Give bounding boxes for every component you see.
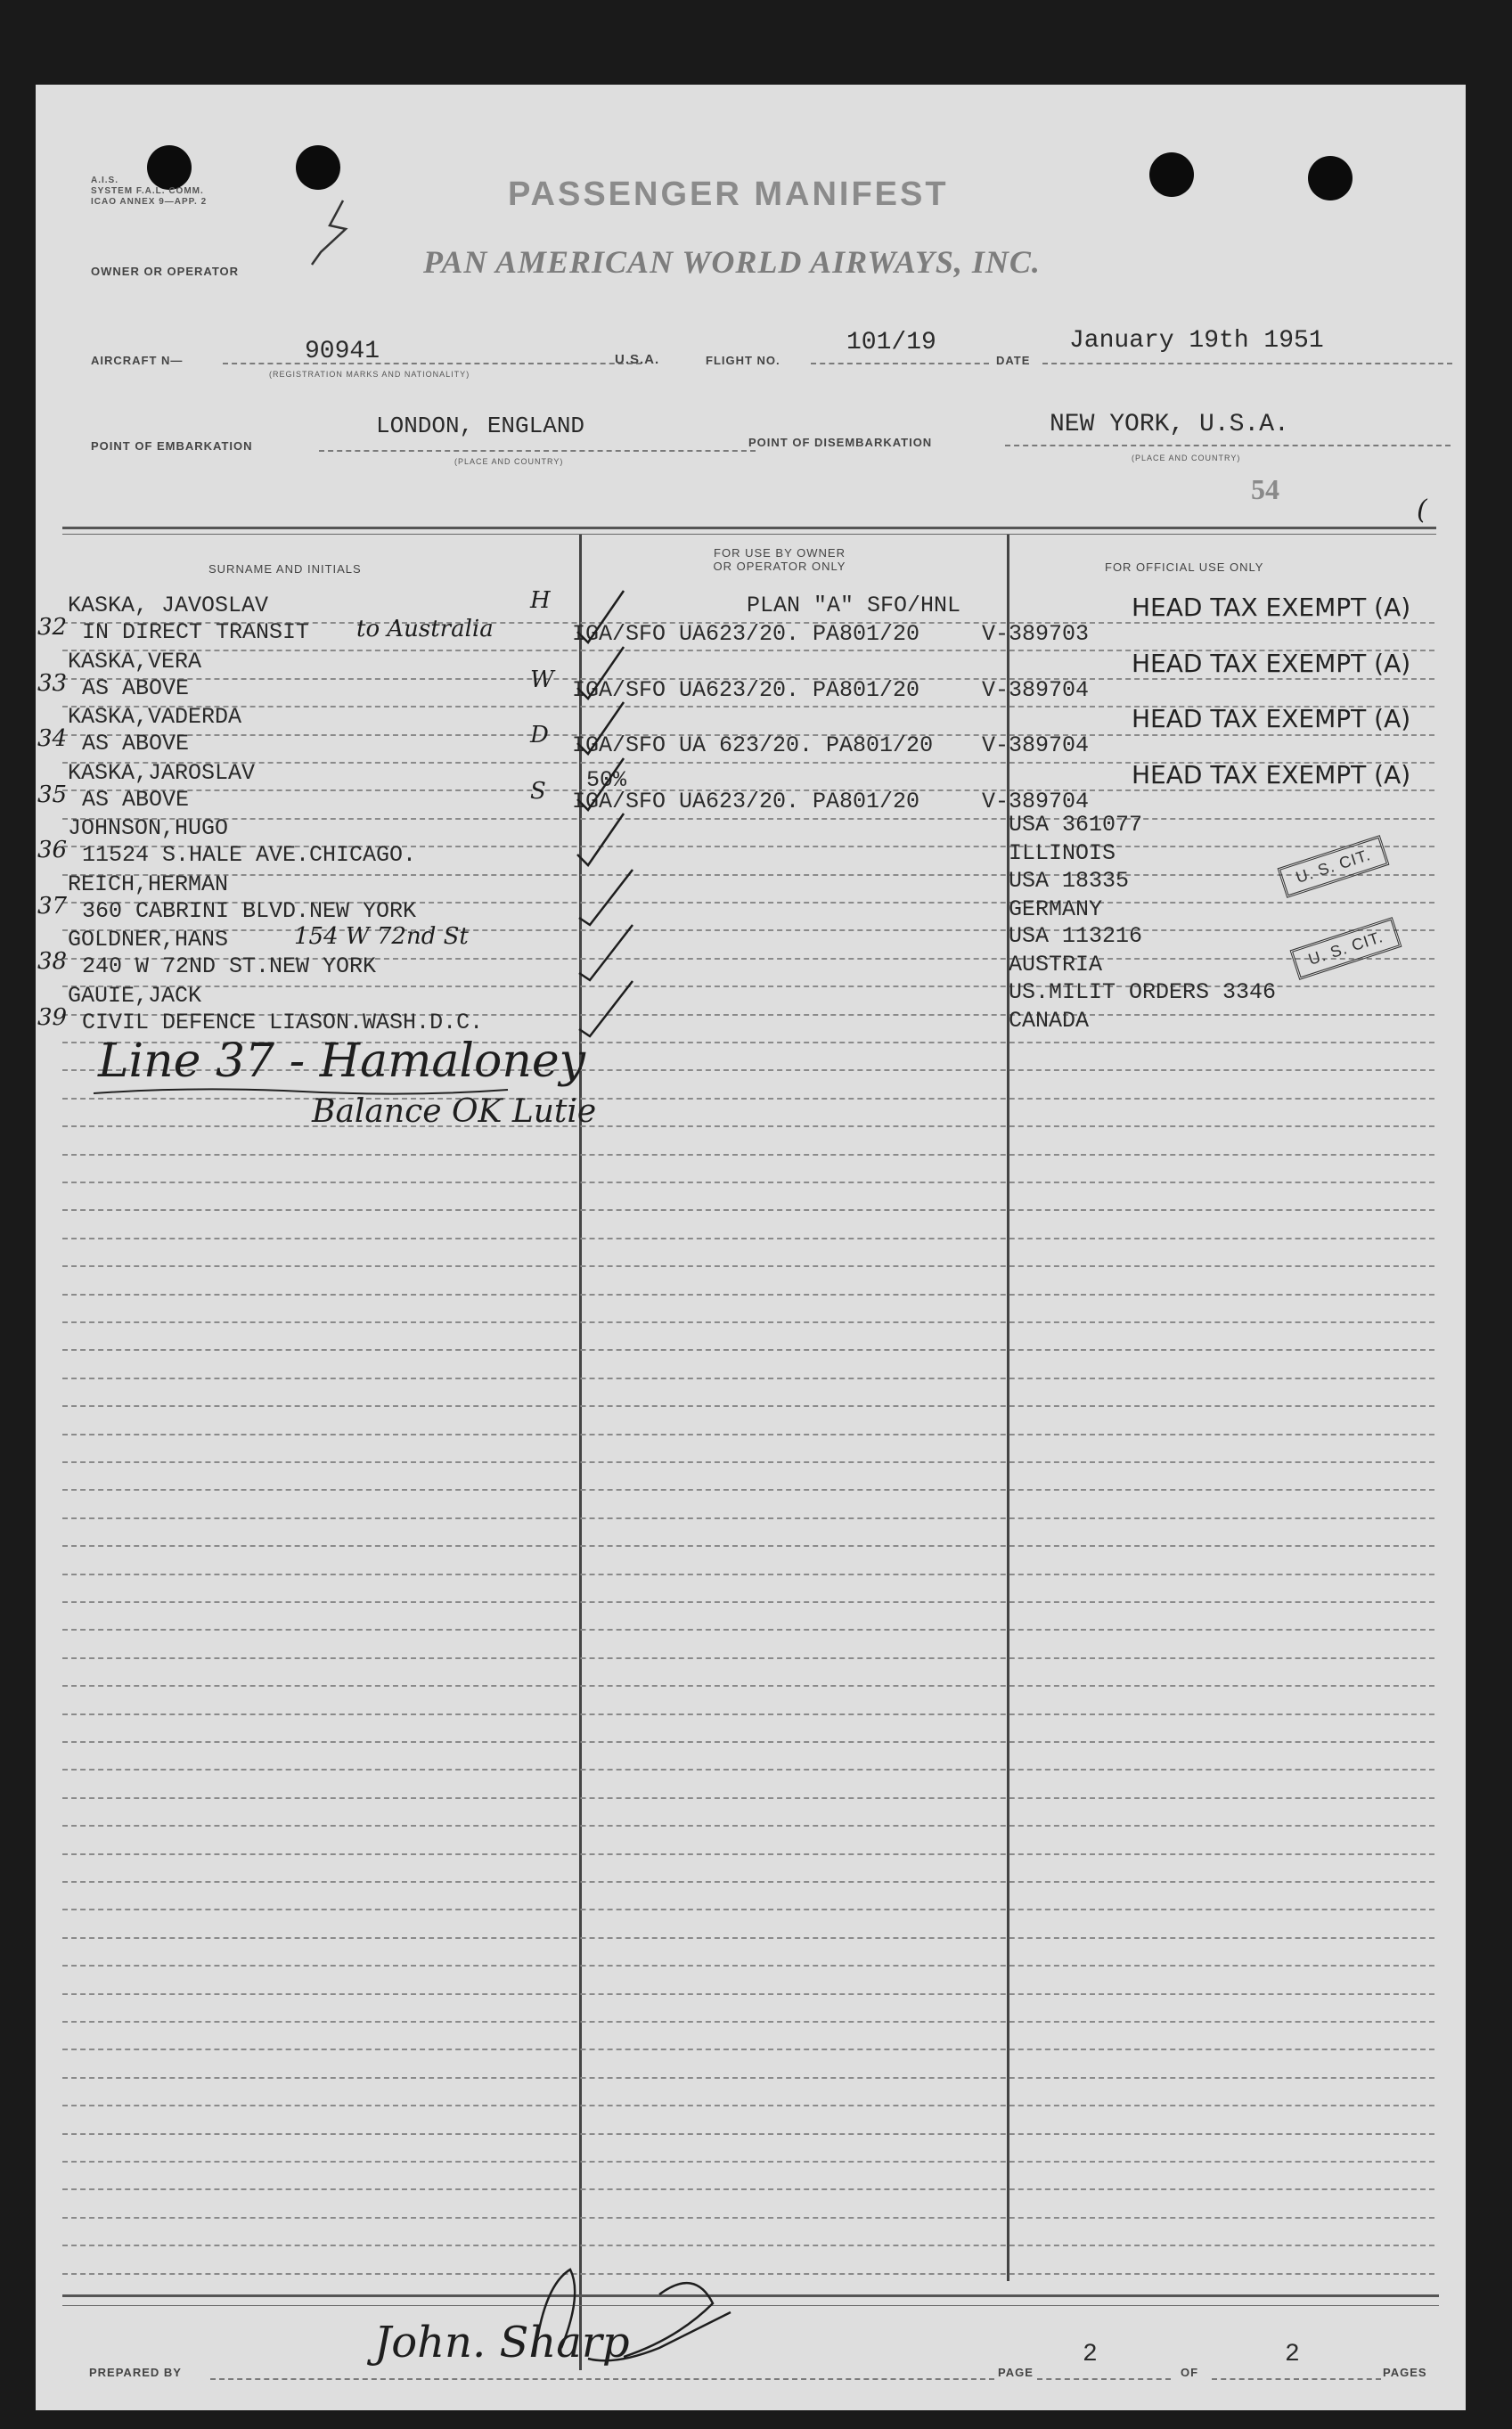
official-note: USA 18335 — [1009, 868, 1130, 894]
disembarkation-sublabel: (PLACE AND COUNTRY) — [1132, 454, 1241, 462]
ruled-line — [62, 1489, 1434, 1491]
row-number: 37 — [37, 893, 68, 920]
row-number: 35 — [37, 781, 68, 808]
aircraft-label: AIRCRAFT N— — [91, 354, 184, 367]
pages-label: PAGES — [1383, 2366, 1427, 2379]
annotation-line37: Line 37 - Hamaloney — [98, 1035, 585, 1088]
passenger-detail: IN DIRECT TRANSIT — [82, 619, 310, 645]
ruled-line — [62, 1853, 1434, 1855]
ruled-line — [62, 1182, 1434, 1183]
form-id — [91, 176, 207, 208]
passenger-detail: 11524 S.HALE AVE.CHICAGO. — [82, 842, 417, 868]
ruled-line — [62, 1713, 1434, 1715]
ruled-line — [62, 1321, 1434, 1323]
handwritten-note: 154 W 72nd St — [294, 923, 469, 950]
ruled-line — [62, 1629, 1434, 1631]
ruled-line — [62, 2077, 1434, 2079]
aircraft-value: 90941 — [305, 338, 380, 365]
row-number: 36 — [37, 837, 68, 863]
column-header-surname: SURNAME AND INITIALS — [208, 562, 362, 576]
ruled-line — [62, 1265, 1434, 1267]
header-rule — [62, 527, 1436, 529]
passenger-code: H — [530, 587, 551, 614]
ruled-line — [62, 2049, 1434, 2050]
passenger-detail: 240 W 72ND ST.NEW YORK — [82, 953, 377, 979]
official-ref: AUSTRIA — [1009, 952, 1103, 977]
ruled-line — [62, 874, 1434, 876]
official-note: USA 113216 — [1009, 923, 1143, 949]
punch-hole — [1149, 152, 1194, 197]
ruled-line — [62, 1209, 1434, 1211]
ruled-line — [62, 2105, 1434, 2106]
check-mark-icon — [570, 755, 642, 817]
embarkation-label: POINT OF EMBARKATION — [91, 439, 253, 453]
operator-routing: IGA/SFO UA623/20. PA801/20 — [572, 621, 920, 647]
passenger-name: REICH,HERMAN — [68, 871, 229, 897]
row-number: 32 — [37, 614, 68, 641]
punch-hole — [1308, 156, 1353, 200]
ruled-line — [62, 1349, 1434, 1351]
ruled-line — [62, 1909, 1434, 1910]
row-number: 34 — [37, 725, 68, 752]
column-header-official: FOR OFFICIAL USE ONLY — [1105, 560, 1264, 574]
passenger-name: KASKA,VERA — [68, 649, 202, 675]
ruled-line — [62, 1461, 1434, 1463]
flight-value: 101/19 — [846, 329, 936, 356]
us-citizen-stamp: U. S. CIT. — [1290, 917, 1402, 980]
passenger-name: GAUIE,JACK — [68, 983, 202, 1009]
ruled-line — [62, 1238, 1434, 1239]
passenger-detail: AS ABOVE — [82, 787, 190, 813]
passenger-code: D — [530, 722, 549, 748]
operator-routing: IGA/SFO UA623/20. PA801/20 — [572, 677, 920, 703]
ruled-line — [62, 1657, 1434, 1659]
passenger-code: S — [530, 778, 546, 805]
passenger-code: W — [530, 667, 554, 693]
official-ref: V-389704 — [982, 732, 1090, 758]
ruled-line — [62, 2188, 1434, 2190]
official-ref: GERMANY — [1009, 896, 1103, 922]
check-mark-icon — [570, 921, 642, 984]
ruled-line — [62, 1993, 1434, 1995]
official-note: HEAD TAX EXEMPT (A) — [1132, 649, 1411, 678]
ruled-line — [62, 2245, 1434, 2246]
ruled-line — [62, 1601, 1434, 1603]
form-id-line: SYSTEM F.A.L. COMM. — [91, 186, 204, 196]
official-ref: V-389703 — [982, 621, 1090, 647]
header-rule — [62, 534, 1436, 535]
page-number: 2 — [1083, 2341, 1098, 2368]
tick-mark: ( — [1417, 495, 1427, 526]
official-note: HEAD TAX EXEMPT (A) — [1132, 704, 1411, 733]
column-header-owner-line: FOR USE BY OWNER — [714, 546, 846, 560]
date-label: DATE — [996, 354, 1031, 367]
ruled-line — [62, 1154, 1434, 1156]
passenger-name: KASKA,JAROSLAV — [68, 760, 256, 786]
page-label: PAGE — [998, 2366, 1034, 2379]
passenger-detail: AS ABOVE — [82, 731, 190, 757]
ruled-line — [62, 1825, 1434, 1827]
date-value: January 19th 1951 — [1069, 327, 1324, 355]
embarkation-sublabel: (PLACE AND COUNTRY) — [454, 457, 564, 466]
ruled-line — [62, 1685, 1434, 1687]
ruled-line — [62, 1545, 1434, 1547]
operator-note: 50% — [586, 767, 627, 793]
ruled-line — [62, 2217, 1434, 2219]
ruled-line — [62, 1294, 1434, 1296]
ruled-line — [62, 1125, 1434, 1127]
aircraft-sublabel: (REGISTRATION MARKS AND NATIONALITY) — [269, 370, 470, 379]
row-number: 39 — [37, 1004, 68, 1031]
passenger-name: KASKA,VADERDA — [68, 704, 242, 730]
ruled-line — [62, 1434, 1434, 1435]
passenger-name: JOHNSON,HUGO — [68, 815, 229, 841]
ruled-line — [62, 2161, 1434, 2163]
pen-mark-icon — [294, 190, 356, 270]
check-mark-icon — [570, 699, 642, 761]
operator-routing: IGA/SFO UA 623/20. PA801/20 — [572, 732, 934, 758]
operator-routing: IGA/SFO UA623/20. PA801/20 — [572, 789, 920, 814]
disembarkation-value: NEW YORK, U.S.A. — [1050, 411, 1289, 438]
official-ref: V-389704 — [982, 677, 1090, 703]
signature-flourish — [392, 2259, 766, 2375]
passenger-detail: AS ABOVE — [82, 675, 190, 701]
form-id-line: ICAO ANNEX 9—APP. 2 — [91, 197, 208, 207]
passenger-name: KASKA, JAVOSLAV — [68, 593, 269, 618]
ruled-line — [62, 1405, 1434, 1407]
page-count: 2 — [1285, 2341, 1300, 2368]
ruled-line — [62, 2133, 1434, 2135]
ruled-line — [62, 818, 1434, 820]
check-mark-icon — [570, 587, 642, 650]
operator-note: PLAN "A" SFO/HNL — [747, 593, 961, 618]
form-id-line: A.I.S. — [91, 176, 119, 185]
ruled-line — [62, 1741, 1434, 1743]
column-header-owner-line: OR OPERATOR ONLY — [713, 560, 846, 573]
check-mark-icon — [570, 810, 642, 872]
ruled-line — [62, 1937, 1434, 1939]
embarkation-value: LONDON, ENGLAND — [376, 413, 585, 439]
check-mark-icon — [570, 866, 642, 928]
passenger-name: GOLDNER,HANS — [68, 927, 229, 953]
row-number: 33 — [37, 670, 68, 697]
ruled-line — [62, 1769, 1434, 1771]
official-ref: CANADA — [1009, 1008, 1090, 1034]
ruled-line — [62, 1797, 1434, 1799]
annotation-balance: Balance OK Lutie — [312, 1093, 597, 1130]
ruled-line — [62, 1881, 1434, 1883]
flight-label: FLIGHT NO. — [706, 354, 781, 367]
disembarkation-label: POINT OF DISEMBARKATION — [748, 436, 933, 449]
punch-hole — [296, 145, 340, 190]
ruled-line — [62, 1574, 1434, 1575]
passenger-detail: CIVIL DEFENCE LIASON.WASH.D.C. — [82, 1010, 484, 1035]
signature: John. Sharp — [374, 2318, 630, 2368]
official-note: HEAD TAX EXEMPT (A) — [1132, 760, 1411, 789]
official-note: HEAD TAX EXEMPT (A) — [1132, 593, 1411, 622]
owner-label: OWNER OR OPERATOR — [91, 265, 240, 278]
page-title: PASSENGER MANIFEST — [508, 176, 949, 213]
prepared-by-label: PREPARED BY — [89, 2366, 182, 2379]
ruled-line — [62, 929, 1434, 931]
ruled-line — [62, 1517, 1434, 1519]
row-number: 38 — [37, 948, 68, 975]
operator-name: PAN AMERICAN WORLD AIRWAYS, INC. — [423, 244, 1041, 280]
ruled-line — [62, 1378, 1434, 1379]
us-citizen-stamp: U. S. CIT. — [1278, 835, 1390, 898]
passenger-detail: 360 CABRINI BLVD.NEW YORK — [82, 898, 417, 924]
official-ref: ILLINOIS — [1009, 840, 1116, 866]
handwritten-note: to Australia — [356, 616, 494, 642]
column-header-owner — [691, 546, 869, 573]
ruled-line — [62, 1965, 1434, 1967]
ruled-line — [62, 2021, 1434, 2023]
manifest-sheet — [36, 85, 1466, 2410]
check-mark-icon — [570, 977, 642, 1040]
official-ref: V-389704 — [982, 789, 1090, 814]
of-label: OF — [1181, 2366, 1199, 2379]
nationality: U.S.A. — [615, 352, 660, 367]
sheet-number: 54 — [1251, 473, 1279, 505]
check-mark-icon — [570, 643, 642, 706]
official-note: USA 361077 — [1009, 812, 1143, 838]
official-note: US.MILIT ORDERS 3346 — [1009, 979, 1277, 1005]
